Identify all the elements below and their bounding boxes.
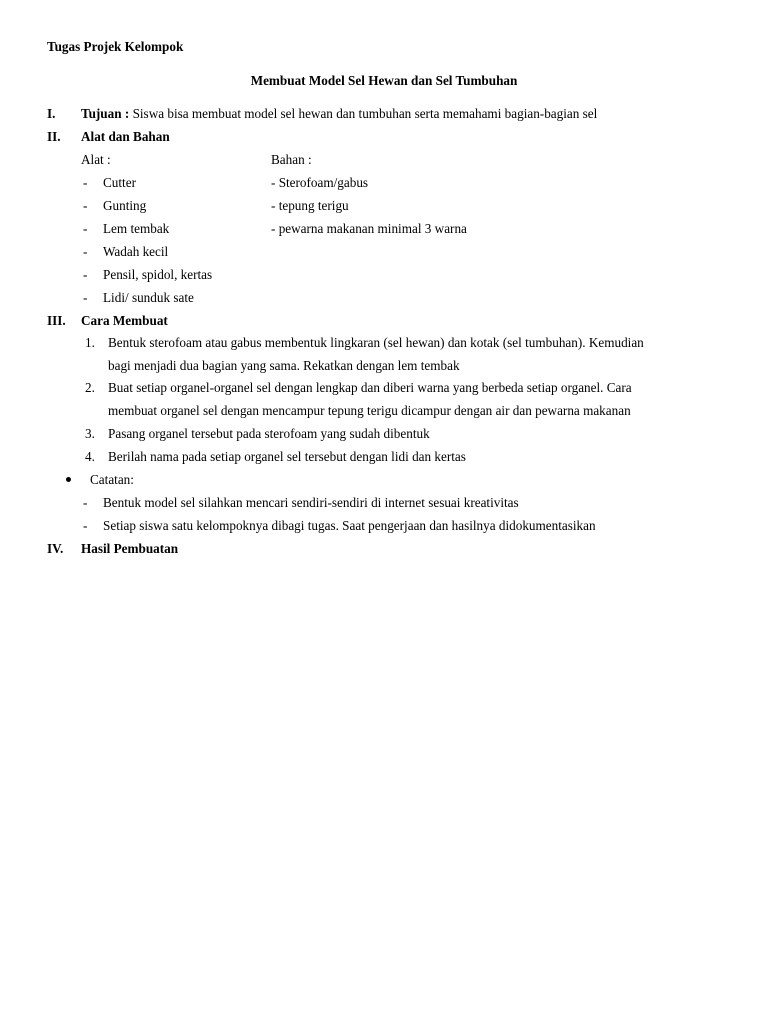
catatan-item: Setiap siswa satu kelompoknya dibagi tugas. Saat pengerjaan dan hasilnya didokumentasikan xyxy=(103,518,596,533)
step-number: 2. xyxy=(85,380,95,395)
alat-label: Alat : xyxy=(81,152,111,167)
step-text: Pasang organel tersebut pada sterofoam yang sudah dibentuk xyxy=(108,426,430,441)
catatan-item: Bentuk model sel silahkan mencari sendiri-sendiri di internet sesuai kreativitas xyxy=(103,495,519,510)
bahan-item: - Sterofoam/gabus xyxy=(271,175,369,190)
step-number: 3. xyxy=(85,426,95,441)
alat-item: Wadah kecil xyxy=(103,244,169,259)
section-3-heading: Cara Membuat xyxy=(81,313,168,328)
alat-item: Pensil, spidol, kertas xyxy=(103,267,213,282)
catatan-dash: - xyxy=(83,495,88,510)
step-text-continued: membuat organel sel dengan mencampur tepung terigu dicampur dengan air dan pewarna makanan xyxy=(108,403,631,418)
alat-dash: - xyxy=(83,267,88,282)
step-number: 1. xyxy=(85,335,95,350)
alat-dash: - xyxy=(83,198,88,213)
alat-dash: - xyxy=(83,221,88,236)
step-text: Bentuk sterofoam atau gabus membentuk lingkaran (sel hewan) dan kotak (sel tumbuhan). Kemudian xyxy=(108,335,644,350)
step-text: Berilah nama pada setiap organel sel tersebut dengan lidi dan kertas xyxy=(108,449,466,464)
section-3-number: III. xyxy=(47,313,66,328)
bahan-label: Bahan : xyxy=(271,152,312,167)
alat-item: Lem tembak xyxy=(103,221,170,236)
bullet-icon xyxy=(66,477,71,482)
section-1-body: Siswa bisa membuat model sel hewan dan tumbuhan serta memahami bagian-bagian sel xyxy=(132,106,598,121)
section-1-number: I. xyxy=(47,106,56,121)
section-2-number: II. xyxy=(47,129,61,144)
section-1-label: Tujuan : xyxy=(81,106,130,121)
section-4-heading: Hasil Pembuatan xyxy=(81,541,179,556)
alat-dash: - xyxy=(83,244,88,259)
bahan-item: - tepung terigu xyxy=(271,198,349,213)
step-text-continued: bagi menjadi dua bagian yang sama. Rekatkan dengan lem tembak xyxy=(108,358,460,373)
alat-item: Lidi/ sunduk sate xyxy=(103,290,194,305)
section-1-text xyxy=(81,107,597,120)
catatan-label: Catatan: xyxy=(90,472,134,487)
step-text: Buat setiap organel-organel sel dengan lengkap dan diberi warna yang berbeda setiap organel. Cara xyxy=(108,380,632,395)
section-2-heading: Alat dan Bahan xyxy=(81,129,170,144)
step-number: 4. xyxy=(85,449,95,464)
section-4-number: IV. xyxy=(47,541,64,556)
alat-dash: - xyxy=(83,175,88,190)
page-title: Membuat Model Sel Hewan dan Sel Tumbuhan xyxy=(250,73,518,88)
alat-item: Gunting xyxy=(103,198,147,213)
alat-dash: - xyxy=(83,290,88,305)
catatan-dash: - xyxy=(83,518,88,533)
alat-item: Cutter xyxy=(103,175,136,190)
bahan-item: - pewarna makanan minimal 3 warna xyxy=(271,221,467,236)
document-header: Tugas Projek Kelompok xyxy=(47,39,184,54)
